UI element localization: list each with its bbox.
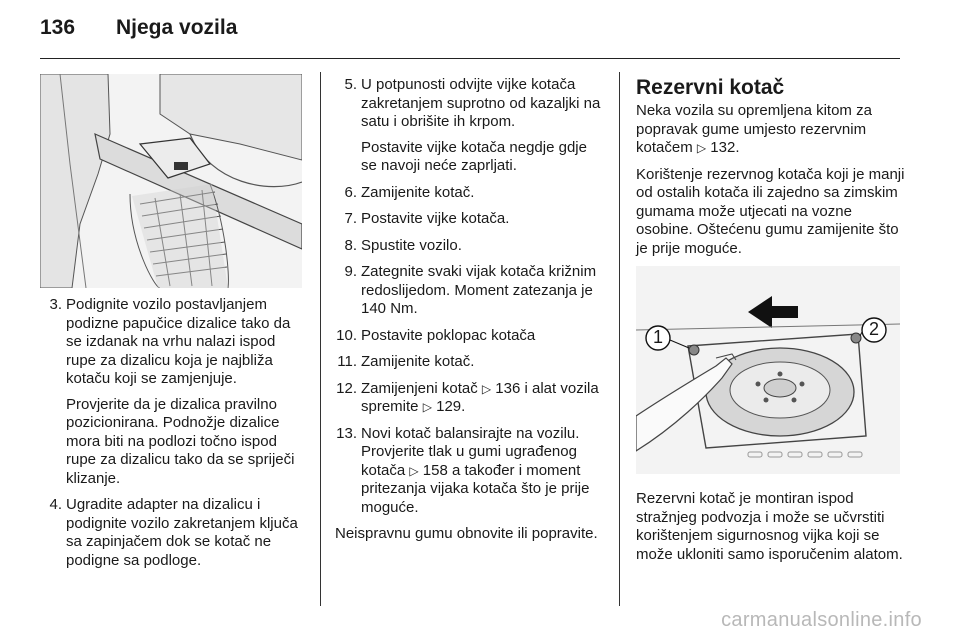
closing-paragraph: Neispravnu gumu obnovite ili popravite. <box>335 525 598 542</box>
page-ref-arrow-icon: ▷ <box>409 463 419 478</box>
page-ref-arrow-icon: ▷ <box>696 141 707 155</box>
page-ref-arrow-icon: ▷ <box>481 381 492 396</box>
car-jack-wheel-illustration <box>40 74 302 288</box>
page-reference[interactable]: 136 <box>495 379 521 397</box>
text-column-2 <box>335 76 605 552</box>
list-item: 7. Postavite vijke kotača. <box>344 210 510 227</box>
list-item: 6. Zamijenite kotač. <box>344 183 475 201</box>
page-title: Njega vozila <box>116 16 238 39</box>
list-item: 9. Zategnite svaki vijak kotača križnim redoslijedom. Moment zatezanja je 140 Nm. <box>344 263 597 317</box>
list-item: 5. U potpunosti odvijte vijke kotača zakretanjem suprotno od kazaljki na satu i obrišite ih krpom. Postavite vijke kotača negdje gdje se navoji neće zaprljati. <box>344 76 601 174</box>
list-item: 12. Zamijenjeni kotač ▷ 136 i alat vozila spremite ▷ 129. <box>336 379 599 415</box>
spare-wheel-trunk-illustration <box>636 266 900 474</box>
text-column-3-bottom <box>636 490 906 572</box>
page-ref-arrow-icon: ▷ <box>422 400 432 414</box>
list-item: 3. Podignite vozilo postavljanjem podizne papučice dizalice tako da se izdanak na vrhu nalazi ispod rupe za dizalicu koja je najbliža kotaču koji se zamjenjuje. Provjerite da je dizalica pravilno pozicionirana. Podnožje dizalice mora biti na podlozi točno ispod rupe za dizalicu tako da se spriječi klizanje. <box>49 296 295 487</box>
paragraph: Neka vozila su opremljena kitom za popravak gume umjesto rezervnim kotačem ▷ 132. <box>636 102 872 156</box>
list-item: 4. Ugradite adapter na dizalicu i podignite vozilo zakretanjem ključa sa zapinjačem dok se kotač ne podigne sa podloge. <box>49 496 298 569</box>
list-item: 11. Zamijenite kotač. <box>337 353 475 370</box>
header-rule <box>40 58 900 59</box>
text-column-3 <box>636 76 906 266</box>
page-reference[interactable]: 129 <box>436 398 462 415</box>
page-reference[interactable]: 158 <box>422 461 448 479</box>
paragraph: Korištenje rezervnog kotača koji je manji od ostalih kotača ili zajedno sa zimskim gumama može utjecati na vozne osobine. Oštećenu gumu zamijenite što je prije moguće. <box>636 165 905 257</box>
callout-2: 2 <box>868 319 879 339</box>
paragraph: Rezervni kotač je montiran ispod stražnjeg podvozja i može se učvrstiti korištenjem sigurnosnog vijka koji se može ukloniti samo isporučenim alatom. <box>636 490 903 563</box>
page-number: 136 <box>40 16 76 39</box>
list-item: 13. Novi kotač balansirajte na vozilu. Provjerite tlak u gumi ugrađenog kotača ▷ 158 a također i moment pritezanja vijaka kotača što je prije moguće. <box>336 424 590 516</box>
column-divider-2 <box>619 72 620 606</box>
list-item: 8. Spustite vozilo. <box>344 236 462 254</box>
text-column-1 <box>40 296 308 578</box>
page-reference[interactable]: 132 <box>710 139 736 156</box>
callout-1: 1 <box>652 327 663 347</box>
section-heading: Rezervni kotač <box>636 76 785 99</box>
list-item: 10. Postavite poklopac kotača <box>336 326 536 344</box>
watermark: carmanualsonline.info <box>721 609 922 631</box>
column-divider-1 <box>320 72 321 606</box>
